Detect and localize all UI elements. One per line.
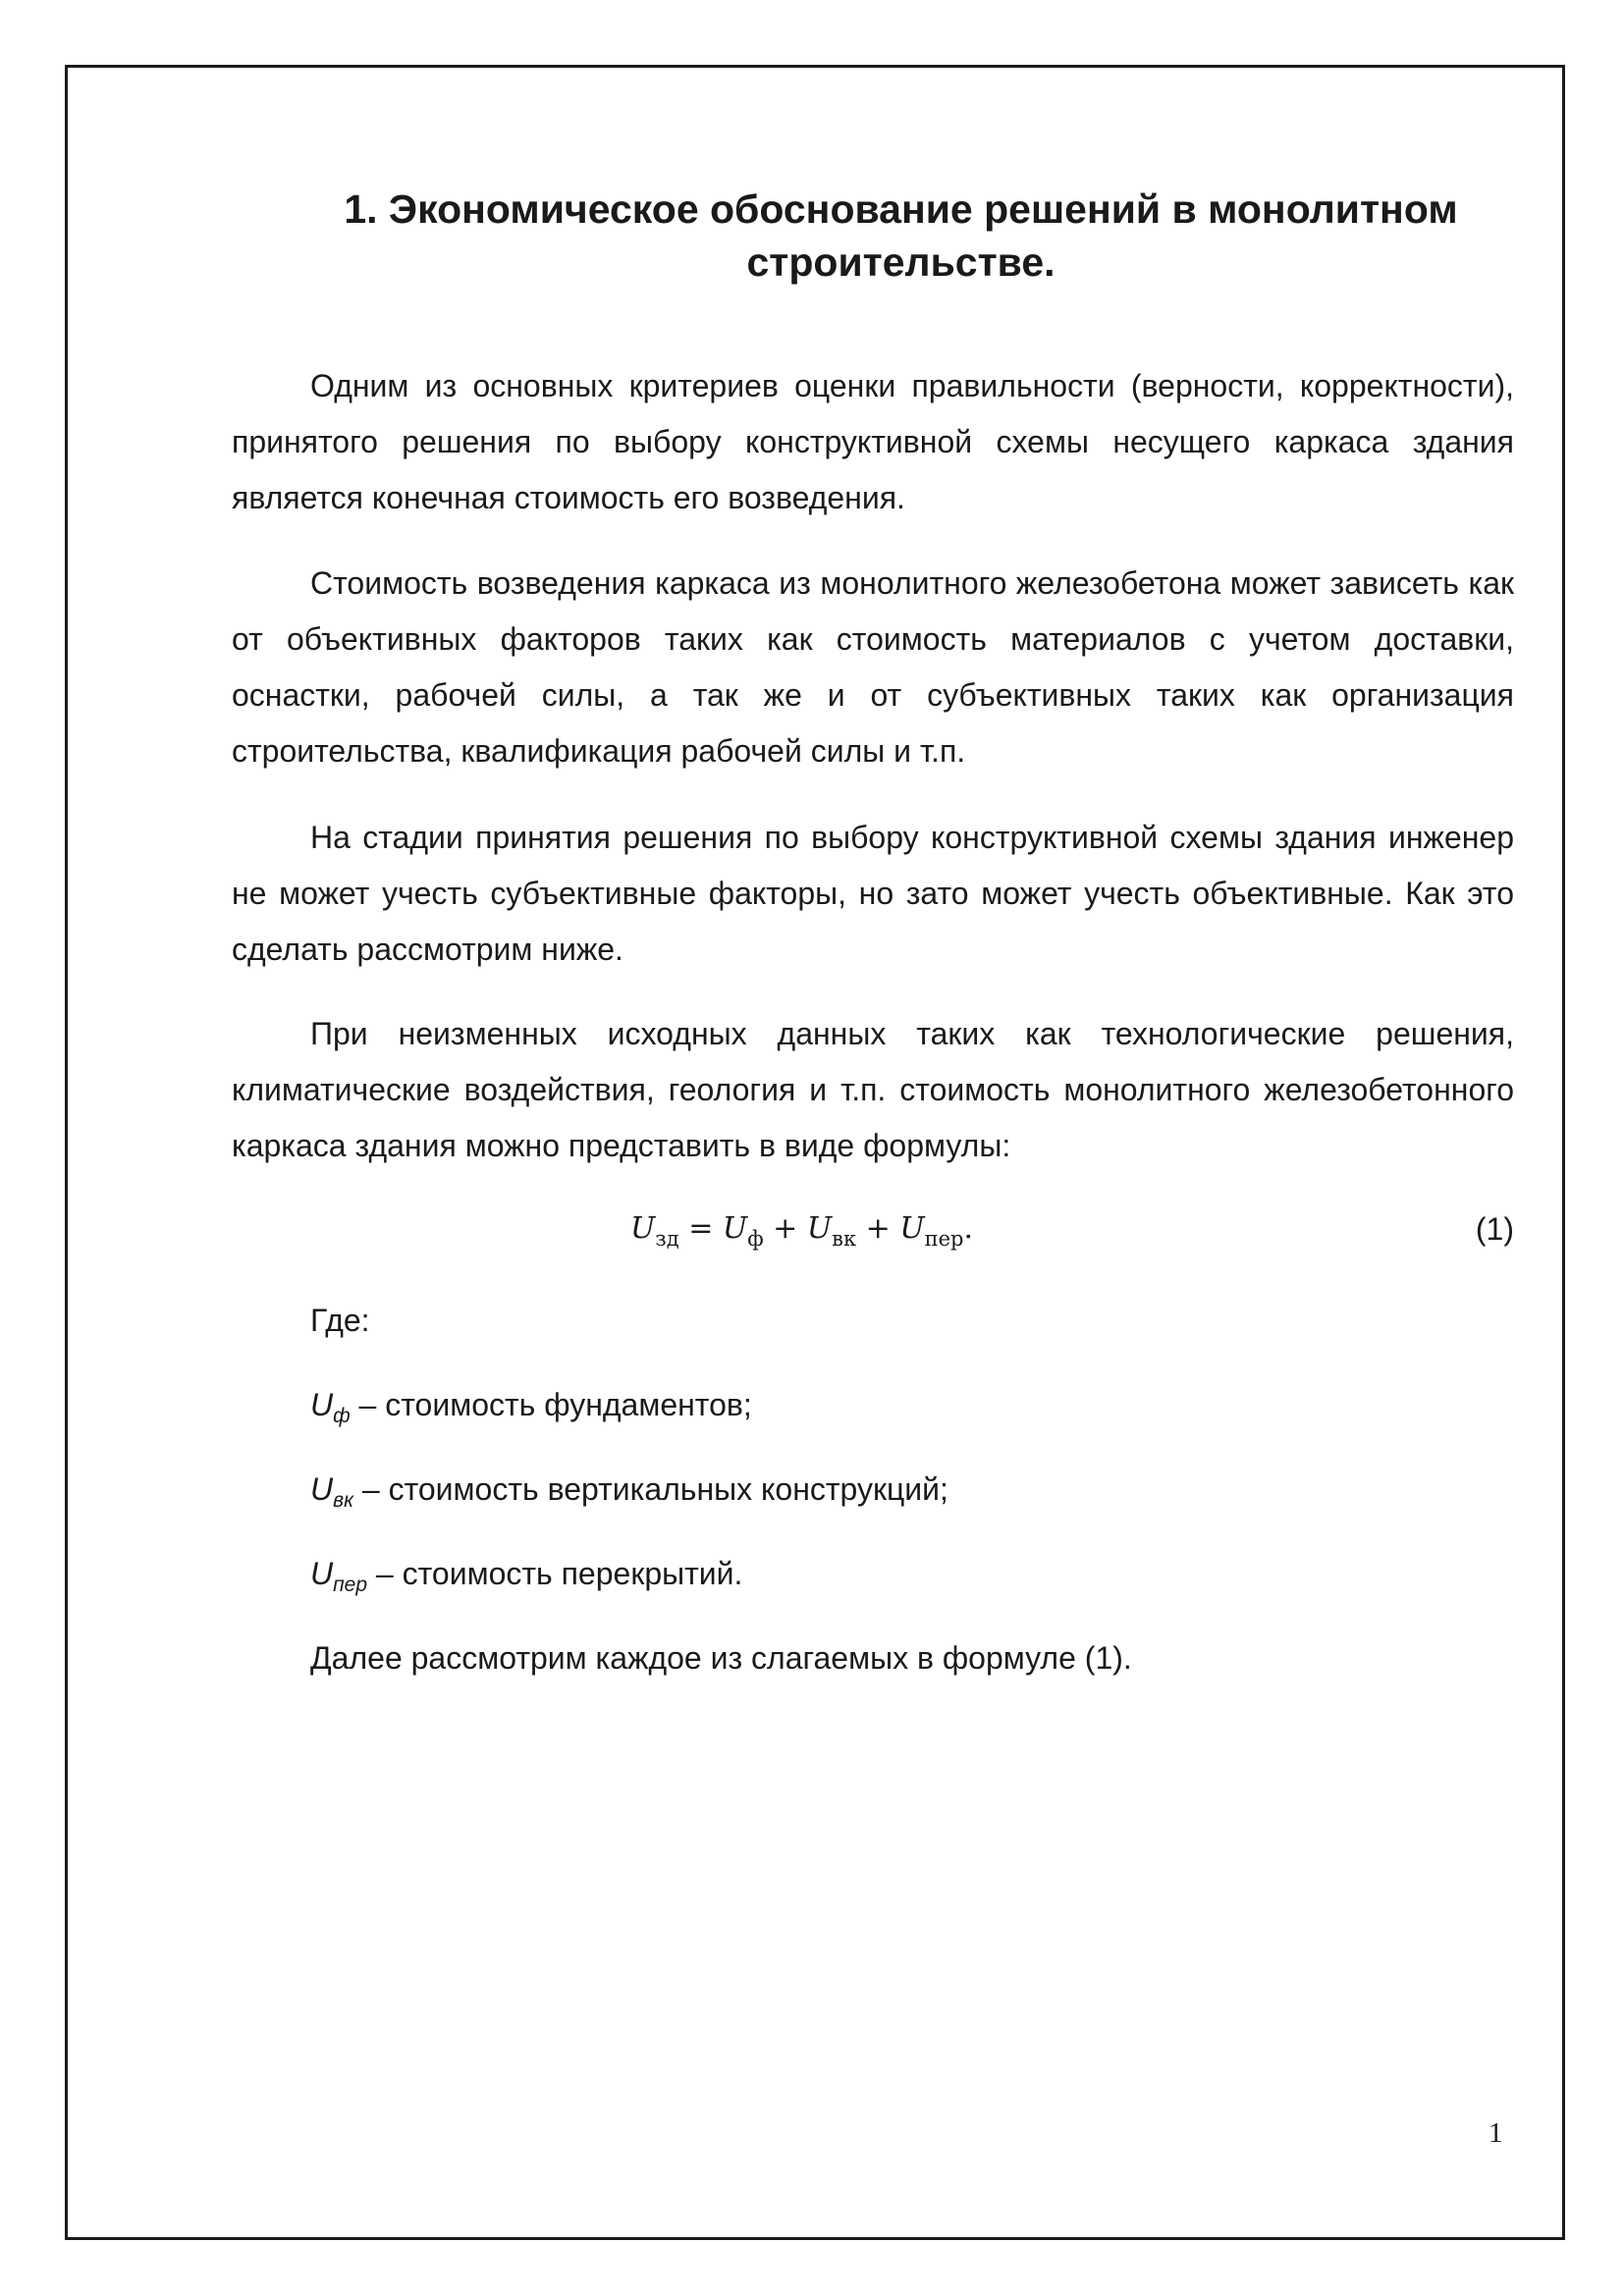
paragraph-1: Одним из основных критериев оценки правильности (верности, корректности), принятого решения по выбору конструктивной схемы несущего каркаса здания является конечная стоимость его возведения. (232, 368, 1514, 515)
section-heading (236, 183, 1566, 289)
formula-symbol: U (722, 1211, 748, 1246)
formula-expression (630, 1211, 973, 1251)
formula-operator: = (678, 1211, 723, 1246)
definition-item (310, 1554, 742, 1605)
definition-subscript: вк (333, 1489, 353, 1512)
paragraph-2: Стоимость возведения каркаса из монолитного железобетона может зависеть как от объективных факторов таких как стоимость материалов с учетом доставки, оснастки, рабочей силы, а так же и от субъективных таких как организация строительства, квалификация рабочей силы и т.п. (232, 565, 1514, 769)
definition-symbol: U (310, 1556, 334, 1591)
formula-symbol: U (899, 1211, 925, 1246)
formula-operator: + (763, 1211, 807, 1246)
definition-text: – стоимость вертикальных конструкций; (353, 1471, 948, 1507)
page-number: 1 (1489, 2117, 1503, 2149)
definition-symbol: U (310, 1471, 334, 1507)
formula-symbol: U (806, 1211, 833, 1246)
definition-subscript: ф (333, 1405, 351, 1427)
where-label: Где: (310, 1303, 370, 1338)
heading-line-2: строительстве. (746, 240, 1056, 285)
definition-item (310, 1385, 752, 1436)
formula-subscript: ф (747, 1227, 764, 1251)
formula-operator: + (856, 1211, 900, 1246)
definition-item (310, 1469, 948, 1521)
definition-text: – стоимость фундаментов; (350, 1387, 752, 1422)
formula-subscript: зд (655, 1227, 679, 1251)
definition-text: – стоимость перекрытий. (367, 1556, 743, 1591)
formula-end: . (963, 1211, 974, 1246)
formula-subscript: пер (924, 1227, 964, 1251)
paragraph-4: При неизменных исходных данных таких как технологические решения, климатические воздействия, геология и т.п. стоимость монолитного железобетонного каркаса здания можно представить в виде формулы: (232, 1016, 1514, 1163)
heading-line-1: 1. Экономическое обоснование решений в монолитном (344, 187, 1458, 232)
paragraph-3: На стадии принятия решения по выбору конструктивной схемы здания инженер не может учесть субъективные факторы, но зато может учесть объективные. Как это сделать рассмотрим ниже. (232, 820, 1514, 967)
definition-symbol: U (310, 1387, 334, 1422)
cost-formula (232, 1207, 1514, 1266)
formula-subscript: вк (832, 1227, 857, 1251)
formula-symbol: U (630, 1211, 656, 1246)
formula-number: (1) (1475, 1211, 1514, 1247)
definition-subscript: пер (333, 1574, 368, 1596)
closing-sentence: Далее рассмотрим каждое из слагаемых в формуле (1). (310, 1640, 1132, 1676)
